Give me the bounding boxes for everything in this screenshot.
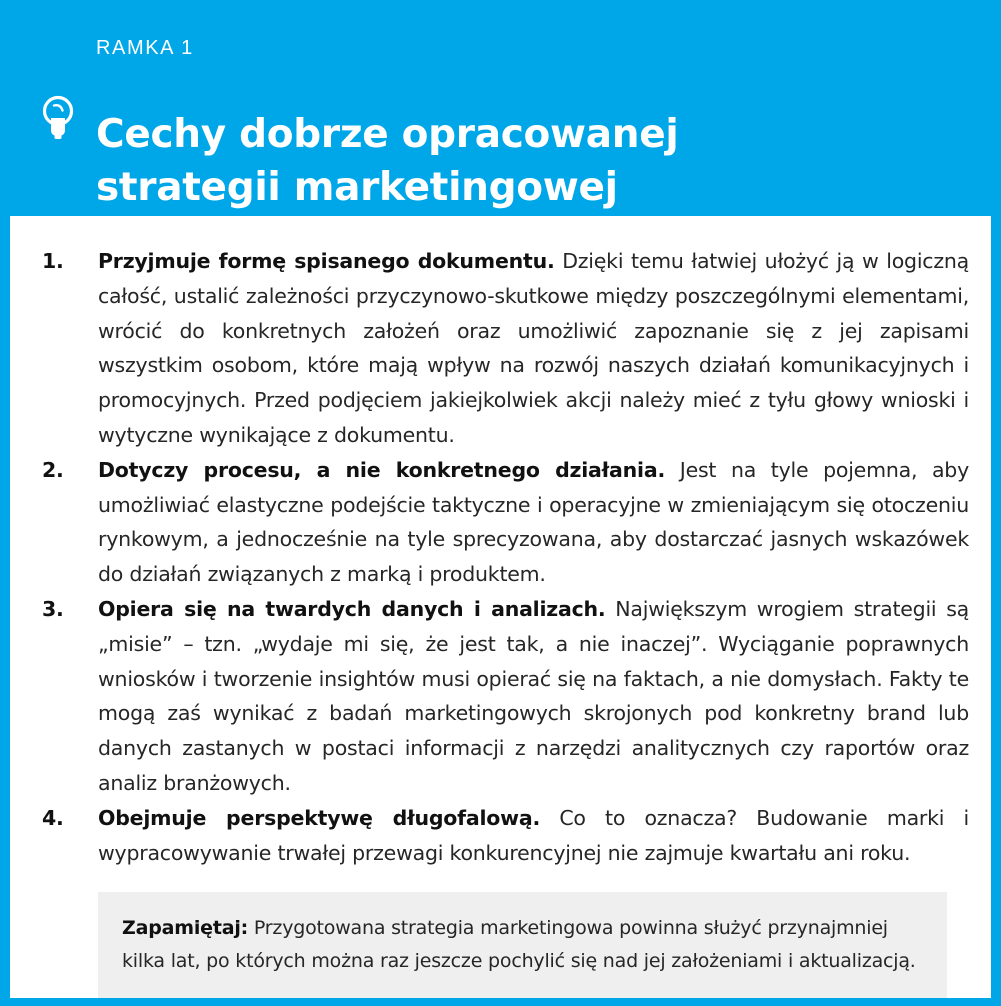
callout-body — [10, 216, 991, 998]
remember-note-label: Zapamiętaj: — [122, 917, 249, 940]
callout-title — [96, 108, 936, 214]
list-item-body: Co to oznacza? Budowanie marki i wypracowywanie trwałej przewagi konkurencyjnej nie zajmuje kwartału ani roku. — [98, 805, 970, 865]
list-item-lead: Przyjmuje formę spisanego dokumentu. — [98, 249, 555, 273]
lightbulb-icon — [36, 92, 80, 144]
remember-note-text: Przygotowana strategia marketingowa powinna służyć przynajmniej kilka lat, po których można raz jeszcze pochylić się nad jej założeniami i aktualizacją. — [122, 917, 916, 973]
callout-header — [0, 0, 1001, 216]
callout-kicker-label: RAMKA 1 — [96, 37, 194, 59]
list-item-number: 4. — [42, 805, 64, 830]
callout-title-line-2: strategii marketingowej — [96, 165, 618, 211]
list-item-lead: Dotyczy procesu, a nie konkretnego działania. — [98, 457, 666, 482]
list-item-number: 2. — [42, 457, 64, 482]
list-item-lead: Opiera się na twardych danych i analizach. — [98, 596, 606, 621]
list-item — [32, 453, 969, 592]
list-item-body: Jest na tyle pojemna, aby umożliwiać elastyczne podejście taktyczne i operacyjne w zmieniającym się otoczeniu rynkowym, a jednocześnie na tyle sprecyzowana, aby dostarczać jasnych wskazówek do działań związanych z marką i produktem. — [98, 457, 969, 587]
list-item-lead: Obejmuje perspektywę długofalową. — [98, 805, 541, 830]
list-item — [32, 592, 969, 801]
list-item-body: Największym wrogiem strategii są „misie” – tzn. „wydaje mi się, że jest tak, a nie inaczej”. Wyciąganie poprawnych wniosków i tworzenie insightów musi opierać się na faktach, a nie domysłach. Fakty te mogą zaś wynikać z badań marketingowych skrojonych pod konkretny brand lub danych zastanych w postaci informacji z narzędzi analitycznych czy raportów oraz analiz branżowych. — [98, 596, 970, 795]
list-item-body: Dzięki temu łatwiej ułożyć ją w logiczną całość, ustalić zależności przyczynowo-skutkowe między poszczególnymi elementami, wrócić do konkretnych założeń oraz umożliwić zapoznanie się z jej zapisami wszystkim osobom, które mają wpływ na rozwój naszych działań komunikacyjnych i promocyjnych. Przed podjęciem jakiejkolwiek akcji należy mieć z tyłu głowy wnioski i wytyczne wynikające z dokumentu. — [98, 249, 969, 447]
list-item — [32, 801, 969, 871]
list-item-number: 3. — [42, 596, 64, 621]
callout-title-line-1: Cechy dobrze opracowanej — [96, 112, 679, 158]
list-item-number: 1. — [42, 249, 64, 273]
remember-note-box — [98, 892, 947, 998]
list-item — [32, 244, 969, 453]
numbered-feature-list — [32, 244, 969, 870]
